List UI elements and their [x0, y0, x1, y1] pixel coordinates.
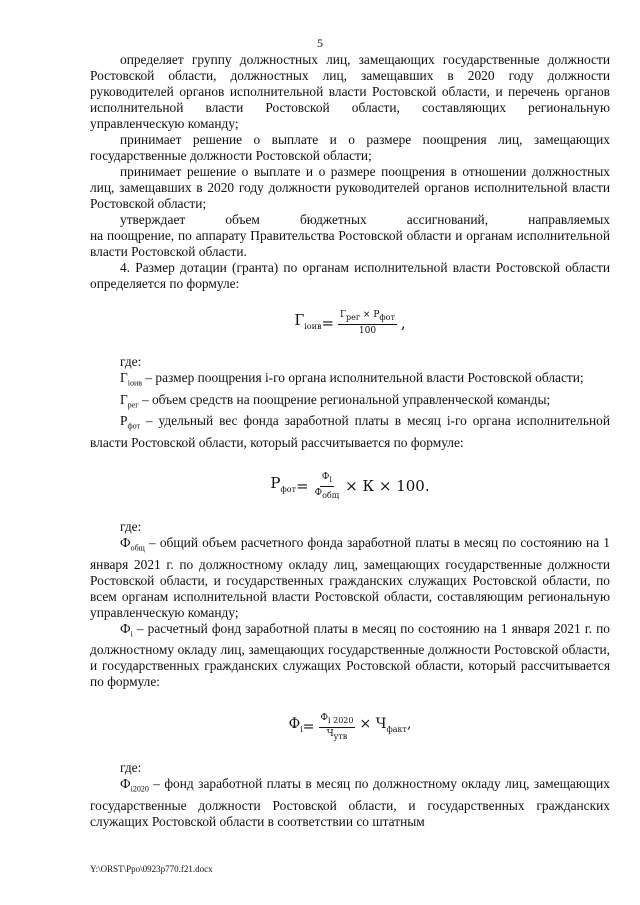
- formula-1-eq: =: [321, 314, 335, 332]
- formula-1-lhs: $Г_{iоив}$: [294, 310, 322, 331]
- paragraph-5: 4. Размер дотации (гранта) по органам исполнительной власти Ростовской области определяется по формуле:: [90, 260, 610, 291]
- formula-3-lhs: $Ф_i$: [288, 716, 303, 735]
- formula-3-eq: =: [302, 719, 315, 736]
- definition-g-ioiv: $Г_{iоив}$ – размер поощрения i-го органа исполнительной власти Ростовской области;: [120, 370, 584, 388]
- footer-file-path: Y:\ORST\Ppo\0923p770.f21.docx: [90, 864, 213, 874]
- paragraph-1: определяет группу должностных лиц, замещающих государственные должности Ростовской области, должностных лиц, замещавших в 2020 году должности руководителей органов исполнительной власти Ростовской области, и перечень органов исполнительной власти Ростовской области, составляющих региональную управленческую команду;: [90, 52, 610, 131]
- formula-2-tail: × К × 100.: [345, 477, 430, 496]
- formula-2-fraction: $\frac{Ф_i}{Ф_{общ}}$: [314, 471, 340, 500]
- formula-2-lhs: $Р_{фот}$: [270, 473, 296, 494]
- formula-1-tail: ,: [400, 314, 406, 332]
- definition-g-reg: $Г_{рег}$ – объем средств на поощрение региональной управленческой команды;: [120, 391, 551, 410]
- page-number: 5: [317, 36, 323, 50]
- definition-r-fot: $Р_{фот}$ – удельный вес фонда заработной платы в месяц i-го органа исполнительной власти Ростовской области, который рассчитывается по формуле:: [90, 413, 610, 451]
- formula-wage-fund: [90, 708, 610, 746]
- formula-3-tail: × $Ч_{факт}$,: [359, 716, 412, 735]
- where-label-2: где:: [120, 519, 142, 535]
- document-body: [90, 52, 610, 830]
- definition-f-i2020: $Ф_{i2020}$ – фонд заработной платы в месяц по должностному окладу лиц, замещающих государственные должности Ростовской области, и государственных гражданских служащих Ростовской области в соответствии со штатным: [90, 776, 610, 830]
- paragraph-2: принимает решение о выплате и о размере поощрения лиц, замещающих государственные должности Ростовской области;: [90, 132, 610, 163]
- paragraph-3: принимает решение о выплате и о размере поощрения в отношении должностных лиц, замещавших в 2020 году должности руководителей органов исполнительной власти Ростовской области;: [90, 164, 610, 211]
- definition-f-obsh: $Ф_{общ}$ – общий объем расчетного фонда заработной платы в месяц по состоянию на 1 января 2021 г. по должностному окладу лиц, замещающих государственные должности Ростовской области, и государственных гражданских служащих Ростовской области, по всем органам исполнительной власти Ростовской области, составляющим региональную управленческую команду;: [90, 535, 610, 620]
- formula-3-fraction: $\frac{Ф_{i 2020}}{Ч_{утв}}$: [320, 713, 354, 741]
- formula-2-eq: =: [296, 477, 309, 496]
- formula-1-fraction: $\frac{Г_{рег} \times Р_{фот}}{100}$: [340, 310, 395, 336]
- formula-grant: [90, 306, 610, 340]
- where-label-1: где:: [120, 354, 142, 369]
- paragraph-4-line-1: утверждает объем бюджетных ассигнований, направляемых: [120, 212, 610, 227]
- paragraph-4-rest: на поощрение, по аппарату Правительства Ростовской области и органам исполнительной власти Ростовской области.: [90, 228, 610, 259]
- where-label-3: где:: [120, 760, 142, 776]
- definition-f-i: $Ф_i$ – расчетный фонд заработной платы в месяц по состоянию на 1 января 2021 г. по должностному окладу лиц, замещающих государственные должности Ростовской области, и государственных гражданских служащих Ростовской области, который рассчитывается по формуле:: [90, 620, 610, 690]
- formula-wage-share: [90, 467, 610, 505]
